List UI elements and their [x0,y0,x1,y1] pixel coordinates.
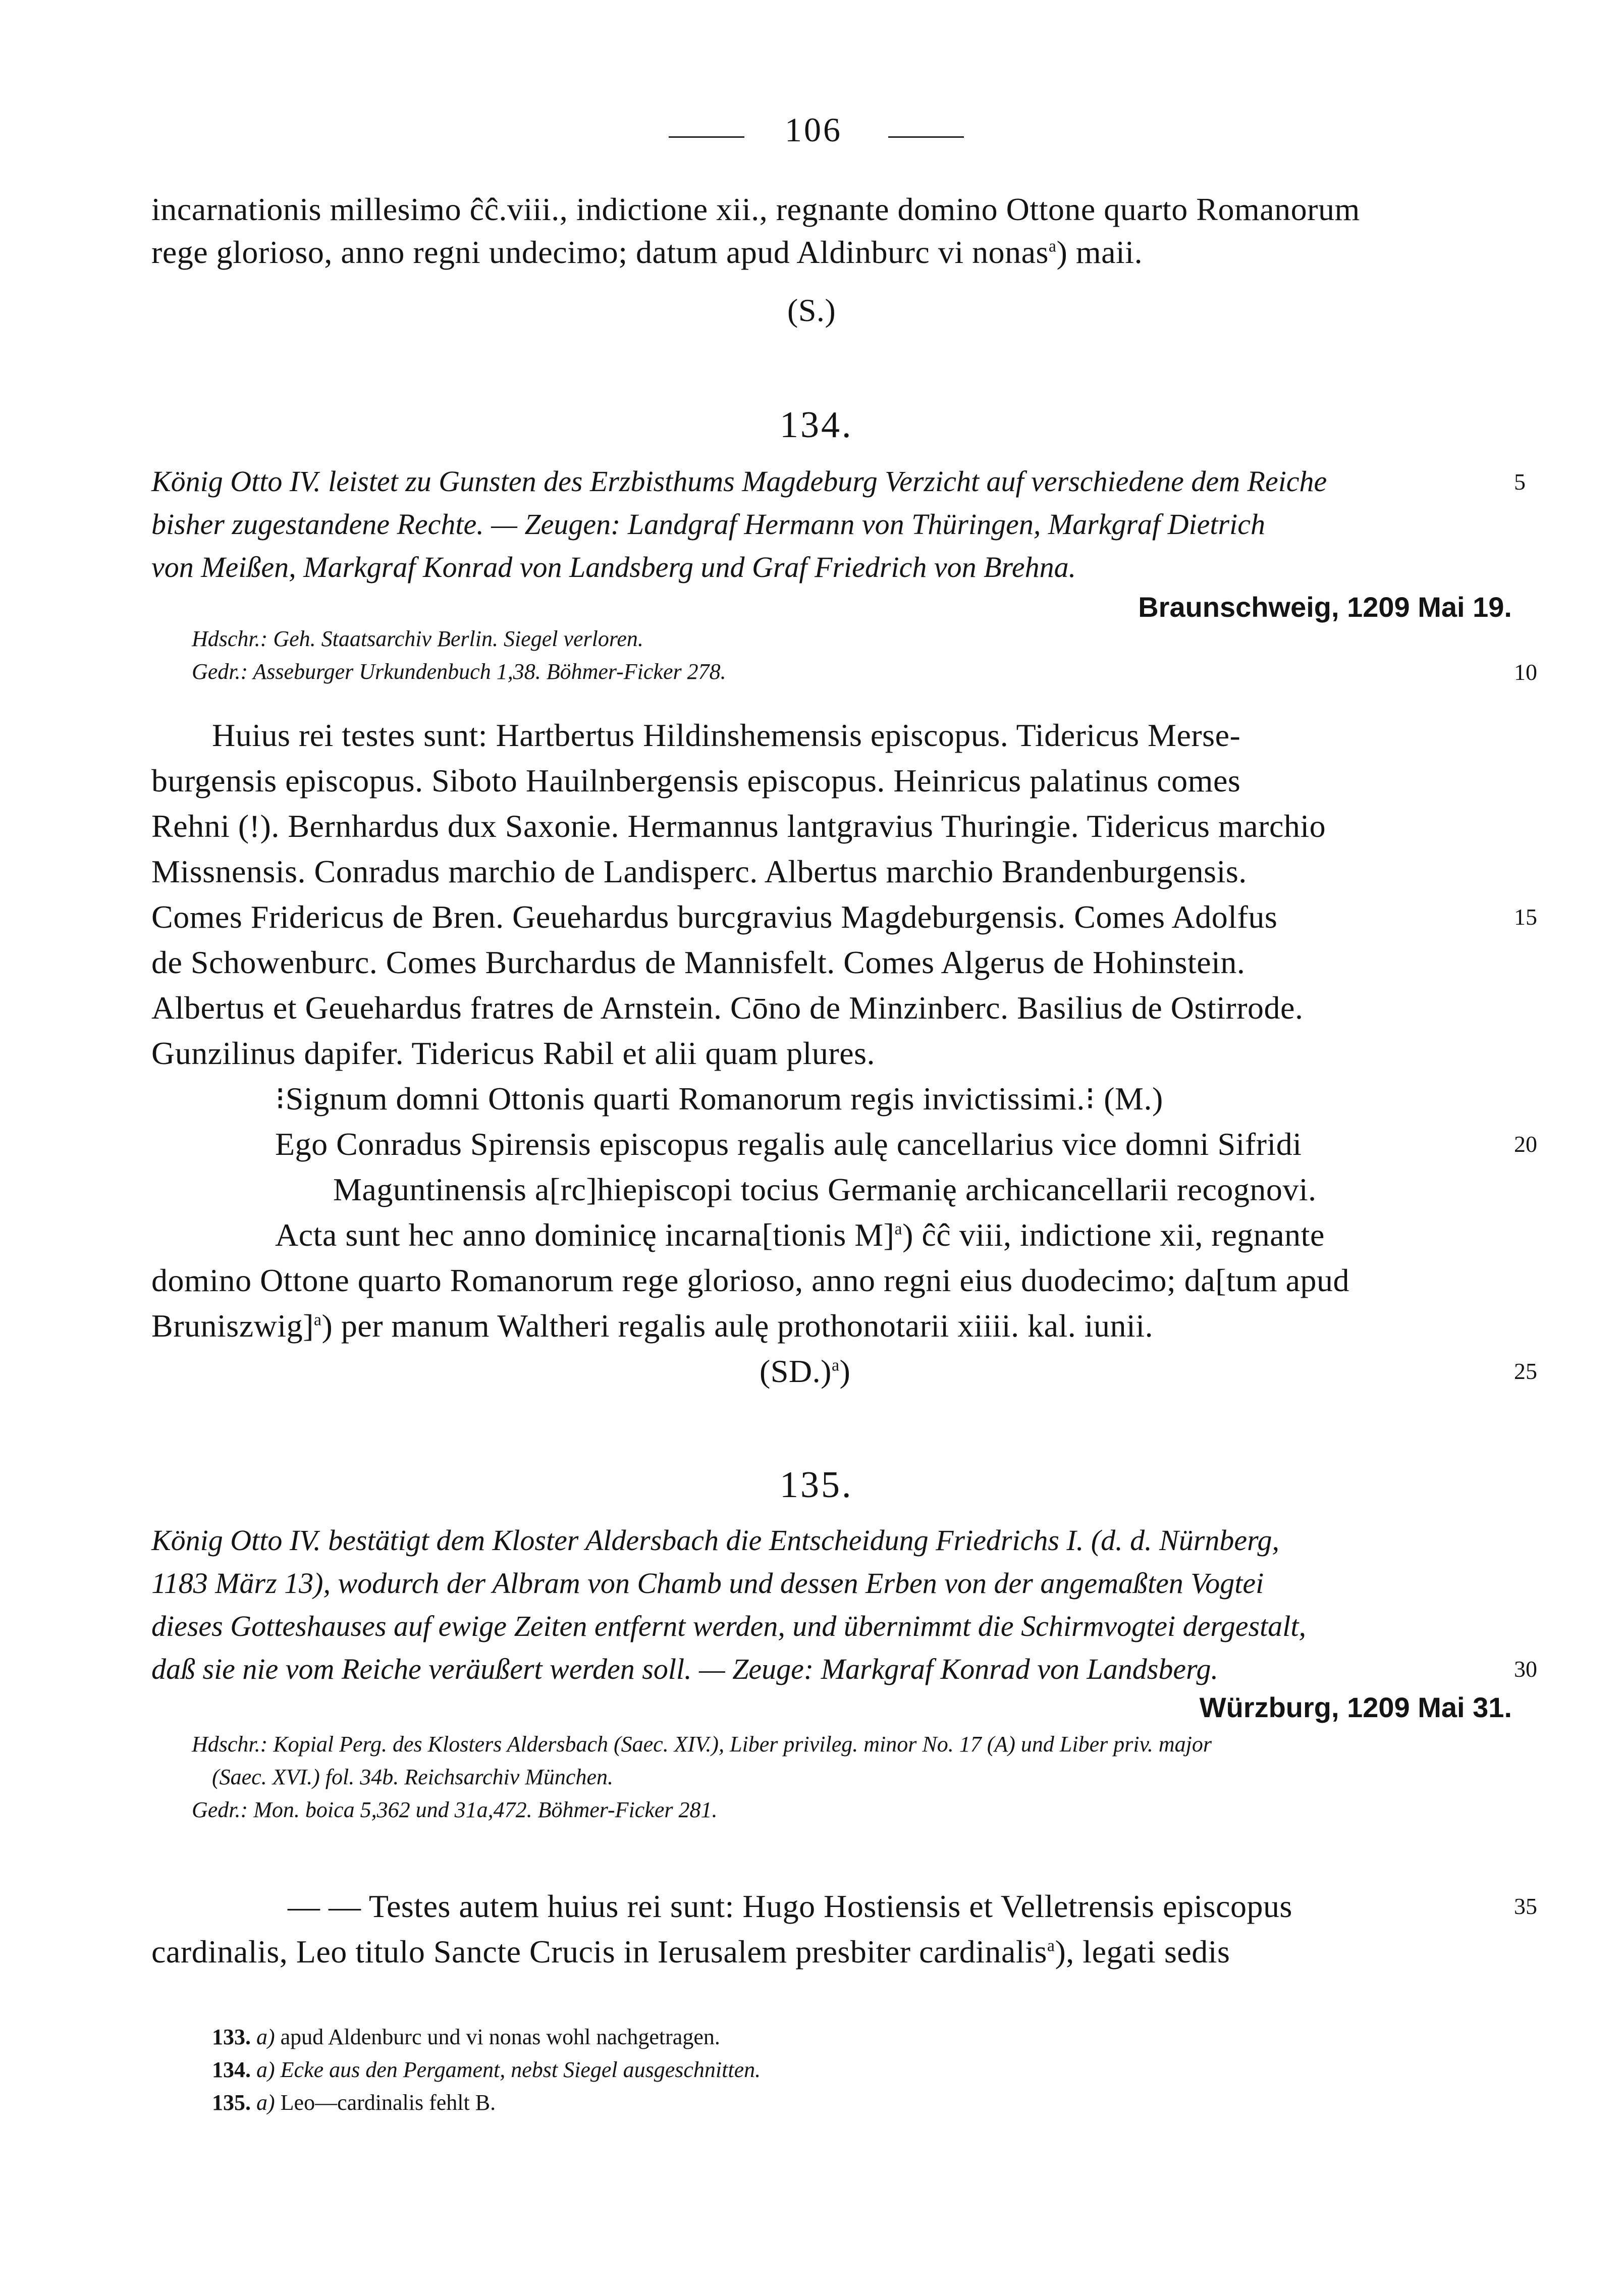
doc134-regest-line-2: bisher zugestandene Rechte. — Zeugen: Landgraf Hermann von Thüringen, Markgraf Dietrich [151,508,1265,541]
doc134-text-line-5: Comes Fridericus de Bren. Geuehardus burcgravius Magdeburgensis. Comes Adolfus [151,899,1278,935]
doc134-date: Braunschweig, 1209 Mai 19. [1138,591,1512,623]
doc134-acta-line-2: domino Ottone quarto Romanorum rege glorioso, anno regni eius duodecimo; da[tum apud [151,1262,1349,1298]
doc134-recognition-1: Ego Conradus Spirensis episcopus regalis aulę cancellarius vice domni Sifridi [275,1126,1302,1162]
doc133-seal: (S.) [787,292,836,328]
doc134-signum: ⁝Signum domni Ottonis quarti Romanorum regis invictissimi.⁝ (M.) [275,1081,1163,1117]
doc134-text-line-4: Missnensis. Conradus marchio de Landisperc. Albertus marchio Brandenburgensis. [151,854,1247,889]
doc134-seal: $(SD.)^a$) [760,1353,851,1389]
line-number: 35 [1514,1893,1537,1919]
line-number: 5 [1514,469,1526,495]
doc134-text-line-3: Rehni (!). Bernhardus dux Saxonie. Hermannus lantgravius Thuringie. Tidericus marchio [151,808,1326,844]
doc135-regest-line-4: daß sie nie vom Reiche veräußert werden soll. — Zeuge: Markgraf Konrad von Landsberg. [151,1653,1218,1685]
doc135-regest-line-3: dieses Gotteshauses auf ewige Zeiten entfernt werden, und übernimmt die Schirmvogtei dergestalt, [151,1610,1306,1642]
doc134-source-1: Hdschr.: Geh. Staatsarchiv Berlin. Siegel verloren. [192,626,643,651]
doc134-text-line-1: Huius rei testes sunt: Hartbertus Hildinshemensis episcopus. Tidericus Merse- [212,717,1241,753]
line-number: 25 [1514,1358,1537,1384]
doc134-acta-line-3: Bruniszwig]$^a$) per manum Waltheri regalis aulę prothonotarii xiiii. kal. iunii. [151,1308,1154,1344]
doc135-regest-line-1: König Otto IV. bestätigt dem Kloster Aldersbach die Entscheidung Friedrichs I. (d. d. Nürnberg, [151,1524,1279,1557]
doc134-text-line-8: Gunzilinus dapifer. Tidericus Rabil et alii quam plures. [151,1035,876,1071]
doc134-recognition-2: Maguntinensis a[rc]hiepiscopi tocius Germanię archicancellarii recognovi. [333,1172,1317,1207]
footnote: 134. a) Ecke aus den Pergament, nebst Siegel ausgeschnitten. [212,2057,761,2082]
doc133-line-2: rege glorioso, anno regni undecimo; datum apud Aldinburc vi nonas$^a$) maii. [151,234,1143,270]
doc135-source-3: Gedr.: Mon. boica 5,362 und 31a,472. Böhmer-Ficker 281. [192,1797,718,1822]
line-number: 20 [1514,1131,1537,1157]
doc135-date: Würzburg, 1209 Mai 31. [1199,1691,1512,1723]
doc134-text-line-7: Albertus et Geuehardus fratres de Arnstein. Cōno de Minzinberc. Basilius de Ostirrode. [151,990,1304,1026]
footnote: 133. a) apud Aldenburc und vi nonas wohl nachgetragen. [212,2025,720,2049]
header-rule-left [669,136,744,138]
doc134-acta-line-1: Acta sunt hec anno dominicę incarna[tionis M]$^a$) ĉĉ viii, indictione xii, regnante [275,1217,1325,1253]
doc134-text-line-2: burgensis episcopus. Siboto Hauilnbergensis episcopus. Heinricus palatinus comes [151,763,1241,799]
doc135-number: 135. [780,1464,853,1506]
doc135-source-2: (Saec. XVI.) fol. 34b. Reichsarchiv München. [212,1765,613,1789]
doc134-number: 134. [780,404,853,446]
page-number: 106 [785,111,842,149]
doc134-text-line-6: de Schowenburc. Comes Burchardus de Mannisfelt. Comes Algerus de Hohinstein. [151,944,1246,980]
doc135-text-line-2: cardinalis, Leo titulo Sancte Crucis in Ierusalem presbiter cardinalis$^a$), legati sedis [151,1934,1230,1970]
doc134-regest-line-3: von Meißen, Markgraf Konrad von Landsberg und Graf Friedrich von Brehna. [151,551,1076,583]
line-number: 15 [1514,904,1537,930]
line-number: 10 [1514,659,1537,685]
doc133-line-1: incarnationis millesimo ĉĉ.viii., indictione xii., regnante domino Ottone quarto Romanorum [151,191,1360,227]
doc135-source-1: Hdschr.: Kopial Perg. des Klosters Aldersbach (Saec. XIV.), Liber privileg. minor No. 17 (A) und Liber priv. major [192,1732,1212,1757]
line-number: 30 [1514,1656,1537,1682]
doc135-text-line-1: — — Testes autem huius rei sunt: Hugo Hostiensis et Velletrensis episcopus [288,1888,1292,1924]
doc134-source-2: Gedr.: Asseburger Urkundenbuch 1,38. Böhmer-Ficker 278. [192,659,726,684]
doc135-regest-line-2: 1183 März 13), wodurch der Albram von Chamb und dessen Erben von der angemaßten Vogtei [151,1567,1264,1600]
footnote: 135. a) Leo—cardinalis fehlt B. [212,2090,496,2115]
header-rule-right [888,136,964,138]
doc134-regest-line-1: König Otto IV. leistet zu Gunsten des Erzbisthums Magdeburg Verzicht auf verschiedene dem Reiche [151,465,1327,498]
